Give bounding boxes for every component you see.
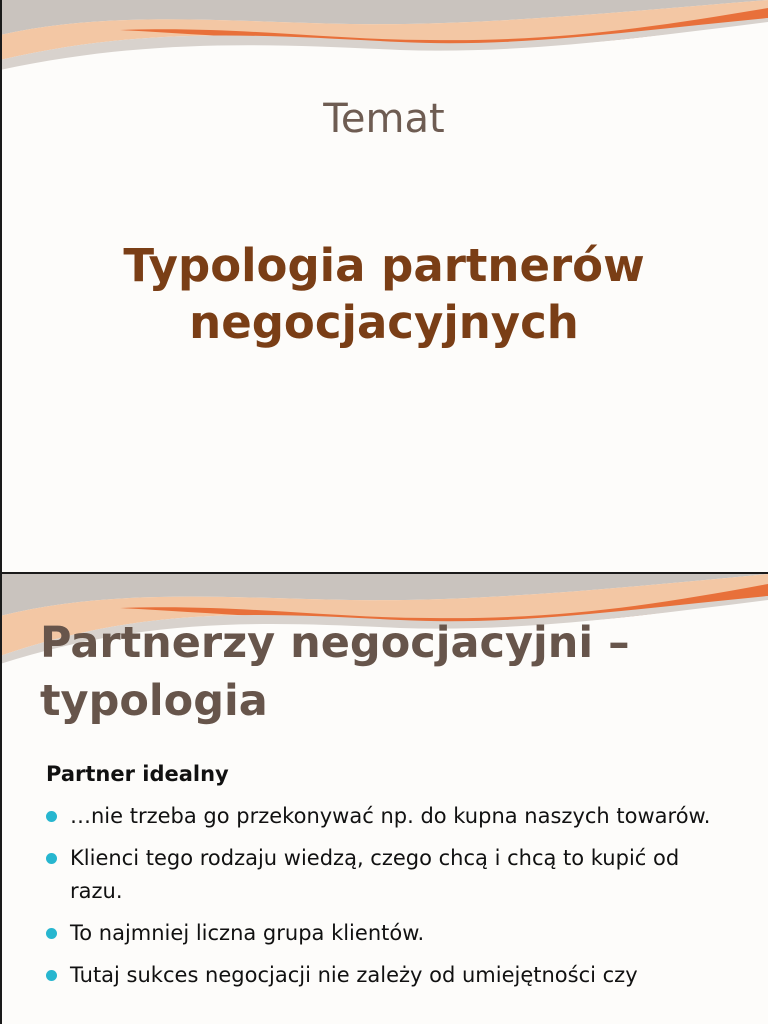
bullet-text: Tutaj sukces negocjacji nie zależy od umiejętności czy [70, 963, 638, 987]
bullet-list [44, 800, 734, 1001]
decorative-swoosh [0, 0, 768, 90]
bullet-text: Klienci tego rodzaju wiedzą, czego chcą i chcą to kupić od razu. [70, 846, 680, 903]
bullet-text: …nie trzeba go przekonywać np. do kupna naszych towarów. [70, 804, 711, 828]
bullet-dot-icon [46, 928, 57, 939]
title-line-1: Typologia partnerów [123, 239, 645, 292]
slide-2 [0, 574, 768, 1024]
bullet-item [44, 842, 734, 908]
slide-edge [0, 0, 2, 572]
slide-title [40, 237, 728, 351]
title-line-2: negocjacyjnych [189, 296, 579, 349]
bullet-item [44, 959, 734, 992]
bullet-dot-icon [46, 811, 57, 822]
slide-edge [0, 574, 2, 1024]
slide-subtitle: Temat [323, 96, 445, 142]
bullet-text: To najmniej liczna grupa klientów. [70, 921, 425, 945]
slide-title [40, 614, 760, 730]
bullet-dot-icon [46, 970, 57, 981]
title-line-2: typologia [40, 676, 268, 726]
bullet-item [44, 800, 734, 833]
section-heading: Partner idealny [46, 762, 229, 786]
title-line-1: Partnerzy negocjacyjni – [40, 618, 630, 668]
bullet-dot-icon [46, 853, 57, 864]
bullet-item [44, 917, 734, 950]
